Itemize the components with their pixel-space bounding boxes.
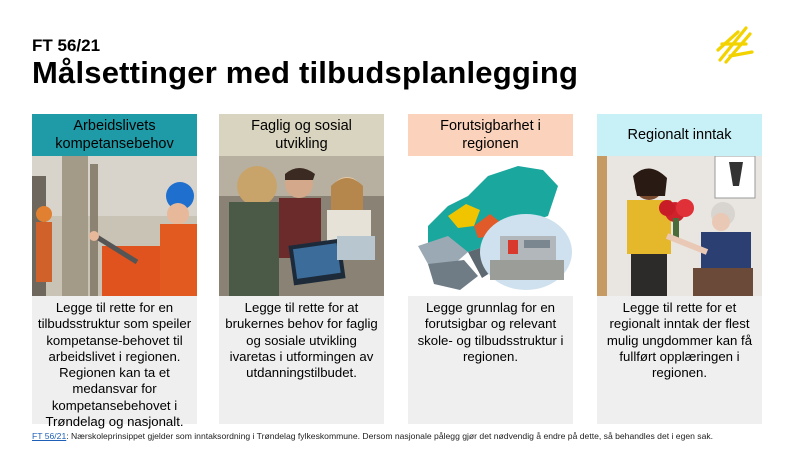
column-inntak [597, 114, 762, 424]
column-text: Legge til rette for en tilbudsstruktur som speiler kompetanse-behovet til arbeidslivet i regionen. Regionen kan ta et medansvar for kompetansebehovet i Trøndelag og nasjonalt. [32, 296, 197, 424]
column-text: Legge grunnlag for en forutsigbar og relevant skole- og tilbudsstruktur i regionen. [408, 296, 573, 424]
column-heading: Arbeidslivets kompetansebehov [32, 114, 197, 156]
column-text: Legge til rette for at brukernes behov for faglig og sosiale utvikling ivaretas i utformingen av utdanningstilbudet. [219, 296, 384, 424]
footnote [32, 431, 713, 441]
column-heading: Forutsigbarhet i regionen [408, 114, 573, 156]
column-heading: Faglig og sosial utvikling [219, 114, 384, 156]
students-photo [219, 156, 384, 296]
page-title: Målsettinger med tilbudsplanlegging [32, 55, 579, 90]
care-photo [597, 156, 762, 296]
column-heading: Regionalt inntak [597, 114, 762, 156]
column-faglig [219, 114, 384, 424]
column-arbeidsliv [32, 114, 197, 430]
region-map-image [408, 156, 573, 296]
column-forutsigbarhet [408, 114, 573, 424]
workers-photo [32, 156, 197, 296]
trondelag-logo-icon [712, 22, 756, 66]
doc-number: FT 56/21 [32, 36, 101, 55]
column-text: Legge til rette for et regionalt inntak der flest mulig ungdommer kan få fullført opplæringen i regionen. [597, 296, 762, 424]
ft-reference-link[interactable]: FT 56/21 [32, 431, 67, 441]
footnote-text: : Nærskoleprinsippet gjelder som inntaksordning i Trøndelag fylkeskommune. Dersom nasjonale pålegg gjør det nødvendig å endre på dette, så behandles det i egen sak. [66, 431, 714, 441]
